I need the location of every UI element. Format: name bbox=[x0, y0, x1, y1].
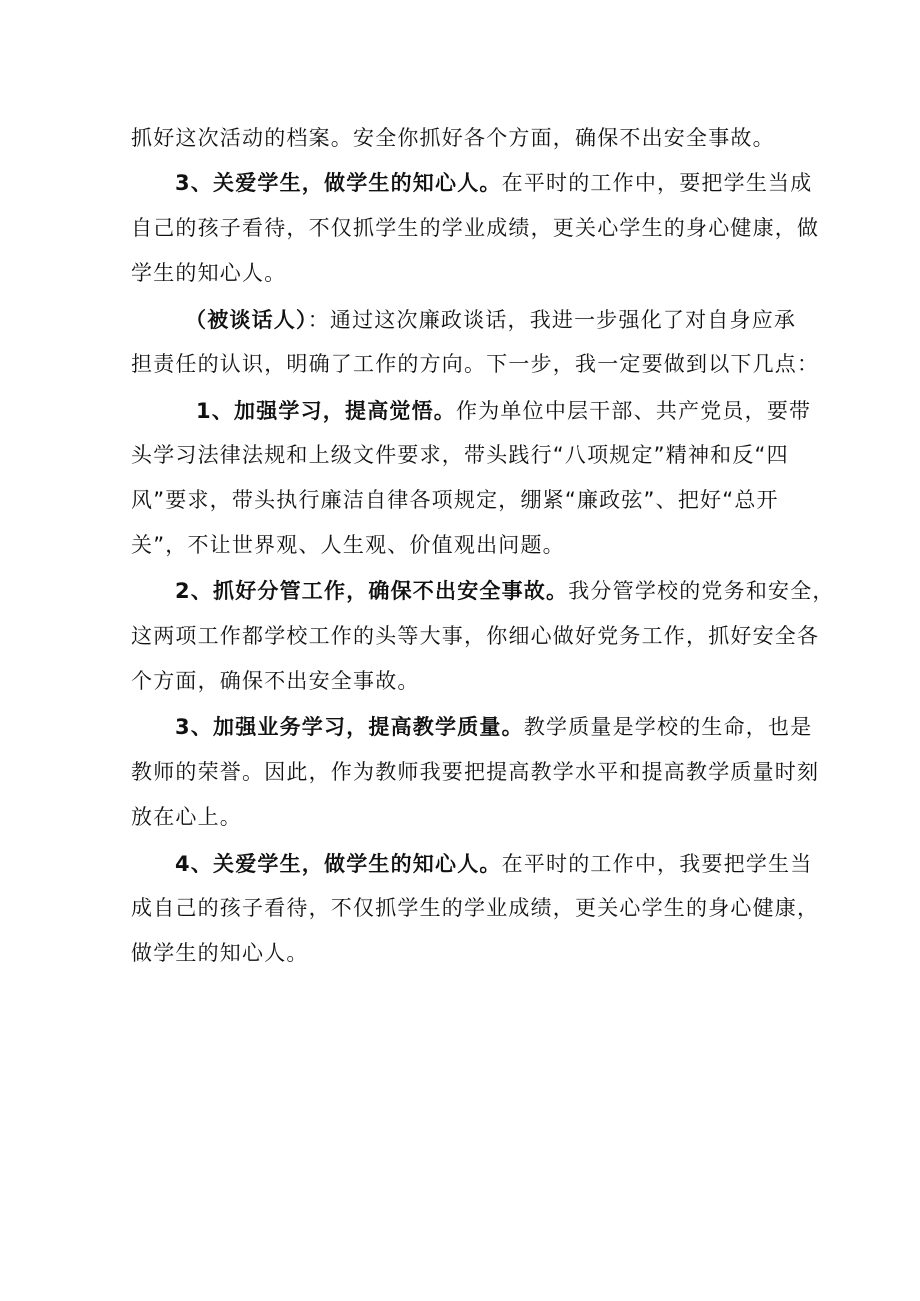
text-line bbox=[131, 258, 286, 288]
line-text: 放在心上。 bbox=[131, 805, 242, 829]
paragraph-heading-line bbox=[175, 168, 812, 198]
line-text: 抓好这次活动的档案。安全你抓好各个方面，确保不出安全事故。 bbox=[131, 126, 775, 150]
text-line bbox=[131, 621, 819, 651]
paragraph-heading-line bbox=[196, 396, 811, 426]
line-text: 头学习法律法规和上级文件要求，带头践行“八项规定”精神和反“四 bbox=[131, 443, 789, 467]
line-text: 风”要求，带头执行廉洁自律各项规定，绷紧“廉政弦”、把好“总开 bbox=[131, 488, 779, 512]
line-text: ：通过这次廉政谈话，我进一步强化了对自身应承 bbox=[307, 308, 797, 332]
text-line bbox=[131, 802, 242, 832]
paragraph-heading-line bbox=[175, 576, 835, 606]
line-text: 个方面，确保不出安全事故。 bbox=[131, 669, 420, 693]
paragraph-heading-line bbox=[185, 305, 796, 335]
line-text: 在平时的工作中，我要把学生当 bbox=[501, 852, 813, 876]
text-line bbox=[131, 938, 309, 968]
text-line bbox=[131, 757, 819, 787]
line-text: 我分管学校的党务和安全， bbox=[568, 579, 835, 603]
line-text: 这两项工作都学校工作的头等大事，你细心做好党务工作，抓好安全各 bbox=[131, 624, 820, 648]
text-line bbox=[131, 440, 789, 470]
line-text: 学生的知心人。 bbox=[131, 261, 287, 285]
text-line bbox=[131, 123, 775, 153]
paragraph-lead: 4、关爱学生，做学生的知心人。 bbox=[175, 852, 502, 876]
text-line bbox=[131, 893, 819, 923]
paragraph-lead: 3、加强业务学习，提高教学质量。 bbox=[175, 715, 524, 739]
paragraph-heading-line bbox=[175, 712, 812, 742]
text-line bbox=[131, 530, 565, 560]
line-text: 做学生的知心人。 bbox=[131, 941, 309, 965]
line-text: 教师的荣誉。因此，作为教师我要把提高教学水平和提高教学质量时刻 bbox=[131, 760, 820, 784]
text-line bbox=[131, 213, 819, 243]
line-text: 作为单位中层干部、共产党员，要带 bbox=[456, 399, 812, 423]
line-text: 关”，不让世界观、人生观、价值观出问题。 bbox=[131, 533, 565, 557]
text-line bbox=[131, 666, 420, 696]
paragraph-lead: 1、加强学习，提高觉悟。 bbox=[196, 399, 457, 423]
line-text: 成自己的孩子看待，不仅抓学生的学业成绩，更关心学生的身心健康， bbox=[131, 896, 820, 920]
speaker-label: （被谈话人） bbox=[185, 308, 308, 332]
line-text: 自己的孩子看待，不仅抓学生的学业成绩，更关心学生的身心健康，做 bbox=[131, 216, 820, 240]
line-text: 担责任的认识，明确了工作的方向。下一步，我一定要做到以下几点： bbox=[131, 352, 820, 376]
paragraph-lead: 3、关爱学生，做学生的知心人。 bbox=[175, 171, 502, 195]
line-text: 在平时的工作中，要把学生当成 bbox=[501, 171, 813, 195]
paragraph-heading-line bbox=[175, 849, 812, 879]
text-line bbox=[131, 349, 819, 379]
line-text: 教学质量是学校的生命，也是 bbox=[523, 715, 813, 739]
paragraph-lead: 2、抓好分管工作，确保不出安全事故。 bbox=[175, 579, 569, 603]
text-line bbox=[131, 485, 779, 515]
